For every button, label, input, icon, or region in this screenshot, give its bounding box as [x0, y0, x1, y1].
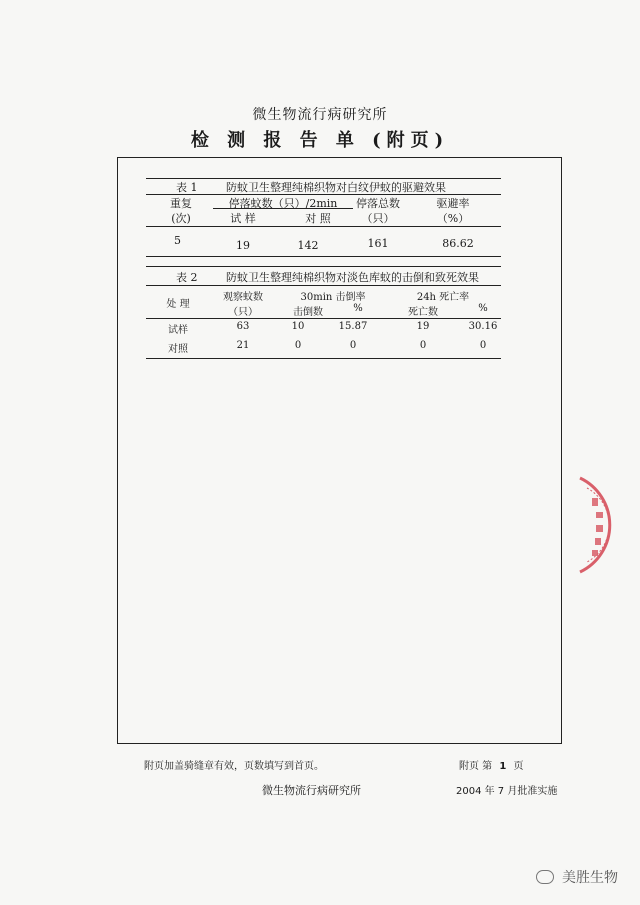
table2-row1-death-pct: 30.16 — [468, 321, 498, 332]
table2-row2-death-pct: 0 — [479, 340, 487, 351]
table1-caption: 防蚊卫生整理纯棉织物对白纹伊蚊的驱避效果 — [226, 181, 446, 194]
table2-col-treat: 处 理 — [166, 299, 190, 310]
table1-cell-control: 142 — [297, 239, 319, 252]
table2-row1-name: 试样 — [168, 325, 188, 336]
table1-col-repeat-unit: (次) — [171, 212, 191, 225]
table2-top-rule — [146, 266, 501, 267]
table2-row1-obs: 63 — [236, 321, 250, 332]
report-title: 检 测 报 告 单 (附页) — [190, 130, 450, 151]
table1-landing-subrule — [213, 208, 353, 209]
table2-row2-obs: 21 — [236, 340, 250, 351]
table1-col-control: 对 照 — [305, 212, 331, 225]
footer-page-prefix: 附页 第 — [459, 761, 493, 772]
footer-note: 附页加盖骑缝章有效，页数填写到首页。 — [144, 761, 324, 772]
table2-row2-knock-n: 0 — [294, 340, 302, 351]
watermark — [536, 867, 618, 887]
table1-bottom-rule — [146, 256, 501, 257]
table1-col-sample: 试 样 — [230, 212, 256, 225]
table2-row2-death-n: 0 — [419, 340, 427, 351]
report-frame — [117, 157, 562, 744]
table2-col-obs: 观察蚊数 — [223, 292, 263, 303]
table2-row2-knock-pct: 0 — [349, 340, 357, 351]
table1-col-landing: 停落蚊数（只）/2min — [228, 197, 338, 210]
seal-stamp-icon — [560, 470, 620, 580]
institute-name: 微生物流行病研究所 — [252, 107, 388, 123]
footer-approved: 2004 年 7 月批准实施 — [456, 786, 558, 797]
table1-col-total: 停落总数 — [356, 197, 400, 210]
table2-col-knock-pct: % — [353, 303, 363, 314]
table1-cell-sample: 19 — [236, 239, 250, 252]
watermark-text: 美胜生物 — [562, 870, 618, 886]
table1-label: 表 1 — [176, 181, 198, 194]
table2-row2-name: 对照 — [168, 344, 188, 355]
table2-bottom-rule — [146, 358, 501, 359]
table2-col-death: 24h 死亡率 — [416, 292, 470, 303]
table2-header-rule — [146, 318, 501, 319]
footer-page-num: 1 — [499, 761, 507, 772]
footer-page-number — [459, 757, 569, 772]
table2-col-death-pct: % — [478, 303, 488, 314]
table2-caption: 防蚊卫生整理纯棉织物对淡色库蚊的击倒和致死效果 — [226, 271, 479, 284]
table2-row1-knock-n: 10 — [291, 321, 305, 332]
table2-col-knock-n: 击倒数 — [293, 307, 323, 318]
table1-col-repeat: 重复 — [170, 197, 192, 210]
table1-col-rate-unit: （%） — [436, 212, 470, 225]
table2-label: 表 2 — [176, 271, 198, 284]
table1-header-rule — [146, 226, 501, 227]
wechat-icon — [536, 870, 554, 884]
table2-row1-knock-pct: 15.87 — [338, 321, 368, 332]
footer-institute: 微生物流行病研究所 — [262, 784, 361, 797]
table1-col-total-unit: （只） — [361, 212, 395, 225]
table2-row1-death-n: 19 — [416, 321, 430, 332]
table2-col-obs-unit: （只） — [228, 307, 258, 318]
table1-cell-rate: 86.62 — [442, 237, 474, 250]
table1-col-rate: 驱避率 — [436, 197, 470, 210]
table1-cell-repeat: 5 — [174, 234, 181, 247]
table2-caption-rule — [146, 285, 501, 286]
footer-page-suffix: 页 — [513, 761, 524, 772]
table2-col-knock: 30min 击倒率 — [300, 292, 366, 303]
table2-col-death-n: 死亡数 — [408, 307, 438, 318]
table1-cell-total: 161 — [367, 237, 389, 250]
